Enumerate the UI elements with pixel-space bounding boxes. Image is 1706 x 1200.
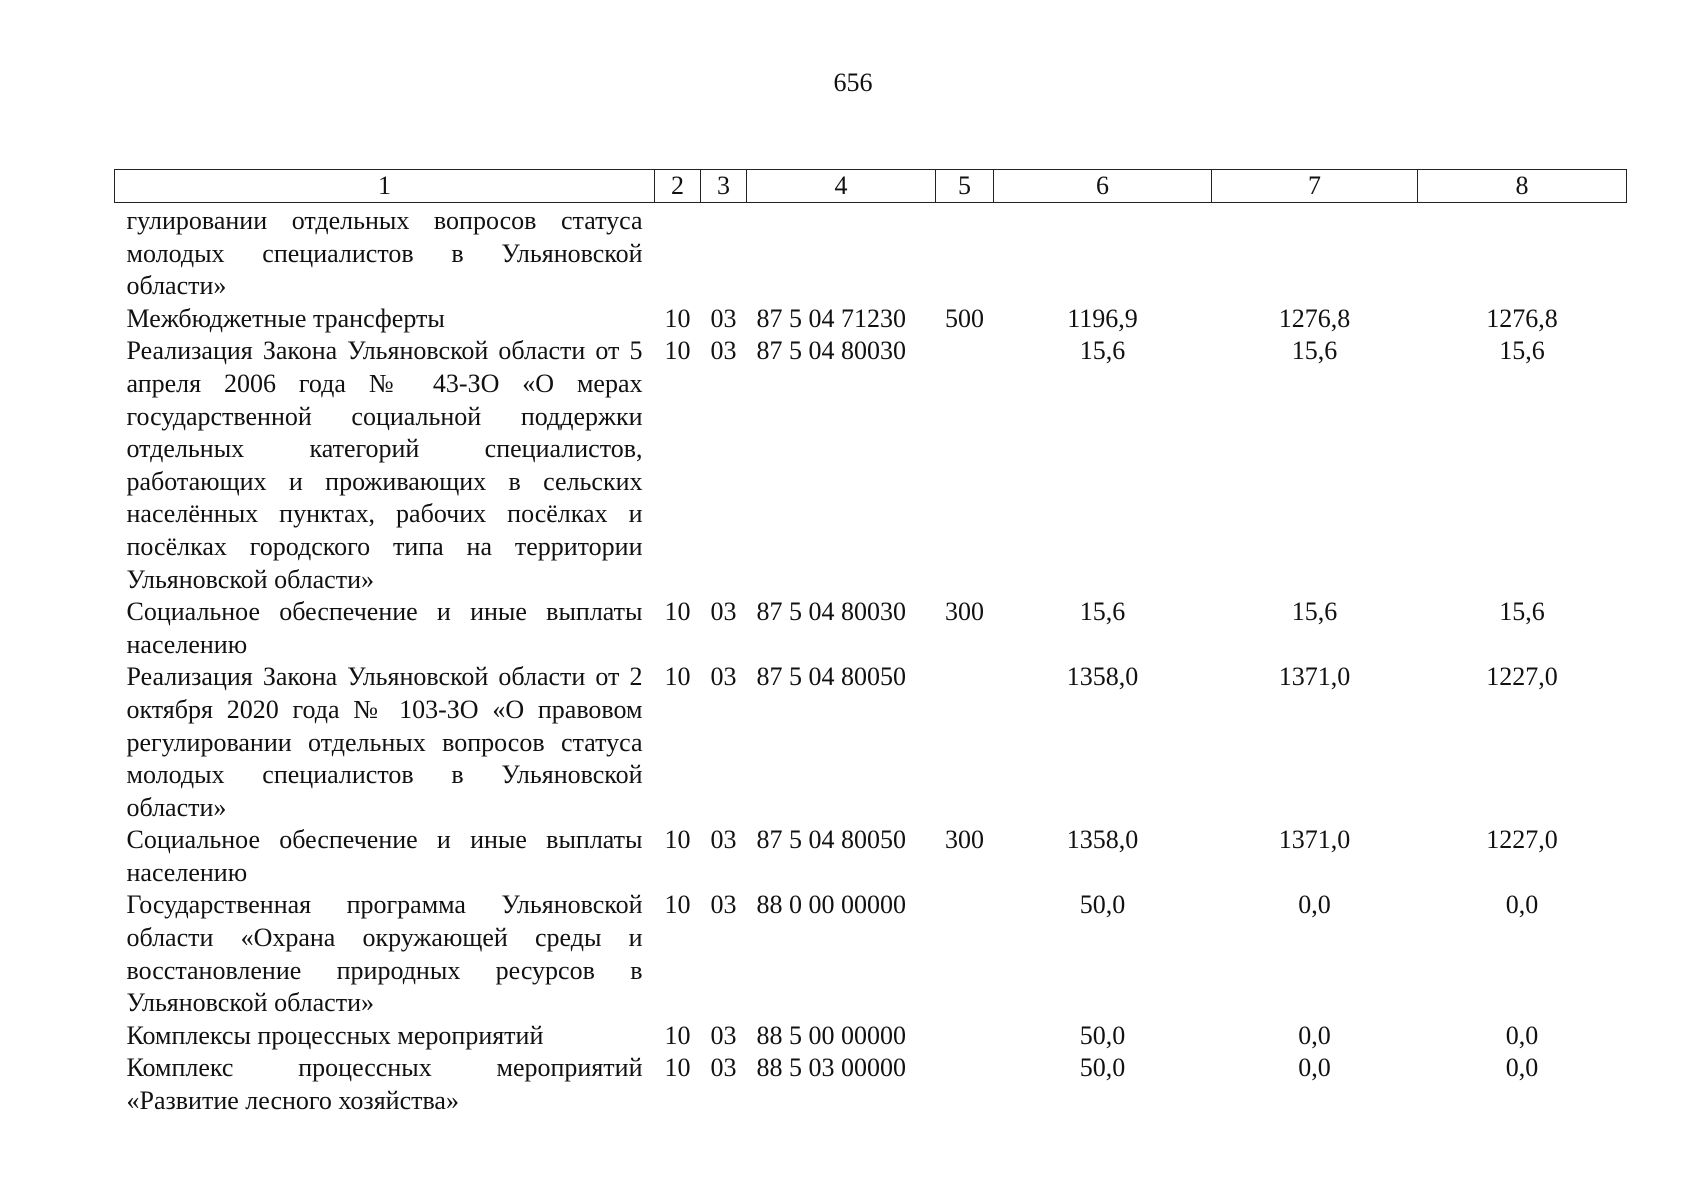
row-section: 10 bbox=[664, 662, 691, 692]
table-row bbox=[115, 889, 1627, 1019]
header-col-6: 6 bbox=[994, 170, 1212, 203]
row-amount-1: 15,6 bbox=[1079, 336, 1126, 366]
row-section bbox=[655, 203, 701, 303]
row-amount-2: 0,0 bbox=[1298, 890, 1331, 920]
row-name: Комплексы процессных мероприятий bbox=[126, 1020, 544, 1050]
row-amount-3: 15,6 bbox=[1499, 597, 1545, 627]
header-col-8: 8 bbox=[1418, 170, 1627, 203]
header-col-1: 1 bbox=[115, 170, 655, 203]
row-expense-type bbox=[936, 889, 994, 1019]
table-row bbox=[115, 1020, 1627, 1053]
row-subsection bbox=[701, 203, 747, 303]
page-number: 656 bbox=[833, 68, 873, 97]
row-target-code: 87 5 04 80050 bbox=[756, 825, 906, 855]
row-target-code: 88 5 03 00000 bbox=[756, 1053, 906, 1083]
row-amount-1: 1196,9 bbox=[1067, 303, 1138, 333]
row-expense-type bbox=[936, 661, 994, 824]
row-section: 10 bbox=[664, 1053, 691, 1083]
budget-table bbox=[114, 169, 1627, 1118]
row-amount-3: 1227,0 bbox=[1486, 825, 1558, 855]
header-col-5: 5 bbox=[936, 170, 994, 203]
row-name: Социальное обеспечение и иные выплаты населению bbox=[126, 825, 643, 887]
row-expense-type bbox=[936, 1052, 994, 1117]
row-subsection: 03 bbox=[710, 303, 737, 333]
row-name: Реализация Закона Ульяновской области от 5 апреля 2006 года № 43-ЗО «О мерах государственной социальной поддержки отдельных категорий специалистов, работающих и проживающих в сельских населённых пунктах, рабочих посёлках и посёлках городского типа на территории Ульяновской области» bbox=[126, 336, 643, 594]
table-row bbox=[115, 335, 1627, 596]
row-section: 10 bbox=[664, 825, 691, 855]
row-subsection: 03 bbox=[710, 597, 737, 627]
row-name: Государственная программа Ульяновской области «Охрана окружающей среды и восстановление природных ресурсов в Ульяновской области» bbox=[126, 890, 643, 1018]
row-section: 10 bbox=[664, 597, 691, 627]
row-amount-3: 15,6 bbox=[1499, 336, 1545, 366]
row-target-code: 87 5 04 71230 bbox=[756, 303, 906, 333]
table-header bbox=[115, 170, 1627, 203]
row-section: 10 bbox=[664, 1020, 691, 1050]
row-target-code: 87 5 04 80050 bbox=[756, 662, 906, 692]
row-amount-2 bbox=[1212, 203, 1418, 303]
header-col-7: 7 bbox=[1212, 170, 1418, 203]
row-amount-1: 50,0 bbox=[1079, 1020, 1126, 1050]
row-amount-3: 1276,8 bbox=[1486, 303, 1558, 333]
row-target-code: 88 0 00 00000 bbox=[756, 890, 906, 920]
table-row bbox=[115, 824, 1627, 889]
row-name: Реализация Закона Ульяновской области от 2 октября 2020 года № 103-ЗО «О правовом регулировании отдельных вопросов статуса молодых специалистов в Ульяновской области» bbox=[126, 662, 643, 822]
row-target-code: 87 5 04 80030 bbox=[756, 597, 906, 627]
row-amount-2: 15,6 bbox=[1291, 336, 1338, 366]
row-amount-1 bbox=[994, 203, 1212, 303]
row-subsection: 03 bbox=[710, 1020, 737, 1050]
row-section: 10 bbox=[664, 336, 691, 366]
row-subsection: 03 bbox=[710, 662, 737, 692]
row-expense-type: 500 bbox=[945, 303, 984, 333]
row-target-code bbox=[747, 203, 936, 303]
table-row bbox=[115, 661, 1627, 824]
row-amount-1: 1358,0 bbox=[1066, 825, 1139, 855]
row-subsection: 03 bbox=[710, 1053, 737, 1083]
row-expense-type bbox=[936, 203, 994, 303]
row-name: Комплекс процессных мероприятий «Развитие лесного хозяйства» bbox=[126, 1053, 643, 1116]
row-expense-type: 300 bbox=[945, 597, 984, 627]
table-row bbox=[115, 596, 1627, 661]
header-col-3: 3 bbox=[701, 170, 747, 203]
row-amount-3: 0,0 bbox=[1505, 890, 1539, 920]
row-amount-1: 50,0 bbox=[1079, 890, 1126, 920]
row-amount-2: 0,0 bbox=[1298, 1053, 1331, 1083]
row-amount-3: 0,0 bbox=[1505, 1020, 1539, 1050]
header-col-4: 4 bbox=[747, 170, 936, 203]
row-subsection: 03 bbox=[710, 890, 737, 920]
row-amount-3: 1227,0 bbox=[1486, 662, 1558, 692]
row-amount-2: 0,0 bbox=[1298, 1020, 1331, 1050]
row-amount-2: 1371,0 bbox=[1278, 825, 1351, 855]
row-amount-2: 15,6 bbox=[1291, 597, 1338, 627]
row-expense-type: 300 bbox=[945, 825, 984, 855]
row-subsection: 03 bbox=[710, 825, 737, 855]
row-name: гулировании отдельных вопросов статуса молодых специалистов в Ульяновской области» bbox=[126, 206, 643, 301]
table-body bbox=[115, 203, 1627, 1118]
row-section: 10 bbox=[664, 303, 691, 333]
header-col-2: 2 bbox=[655, 170, 701, 203]
row-name: Межбюджетные трансферты bbox=[126, 303, 445, 333]
row-expense-type bbox=[936, 1020, 994, 1053]
row-amount-3 bbox=[1418, 203, 1627, 303]
row-target-code: 87 5 04 80030 bbox=[756, 336, 906, 366]
row-section: 10 bbox=[664, 890, 691, 920]
header-row bbox=[115, 170, 1627, 203]
row-subsection: 03 bbox=[710, 336, 737, 366]
table-row bbox=[115, 203, 1627, 303]
row-amount-2: 1371,0 bbox=[1278, 662, 1351, 692]
row-amount-1: 1358,0 bbox=[1066, 662, 1139, 692]
row-amount-3: 0,0 bbox=[1505, 1053, 1539, 1083]
row-expense-type bbox=[936, 335, 994, 596]
row-name: Социальное обеспечение и иные выплаты населению bbox=[126, 597, 643, 659]
row-amount-2: 1276,8 bbox=[1278, 303, 1351, 333]
table-row bbox=[115, 1052, 1627, 1117]
row-amount-1: 50,0 bbox=[1079, 1053, 1126, 1083]
table-row bbox=[115, 303, 1627, 336]
row-amount-1: 15,6 bbox=[1079, 597, 1126, 627]
row-target-code: 88 5 00 00000 bbox=[756, 1020, 906, 1050]
